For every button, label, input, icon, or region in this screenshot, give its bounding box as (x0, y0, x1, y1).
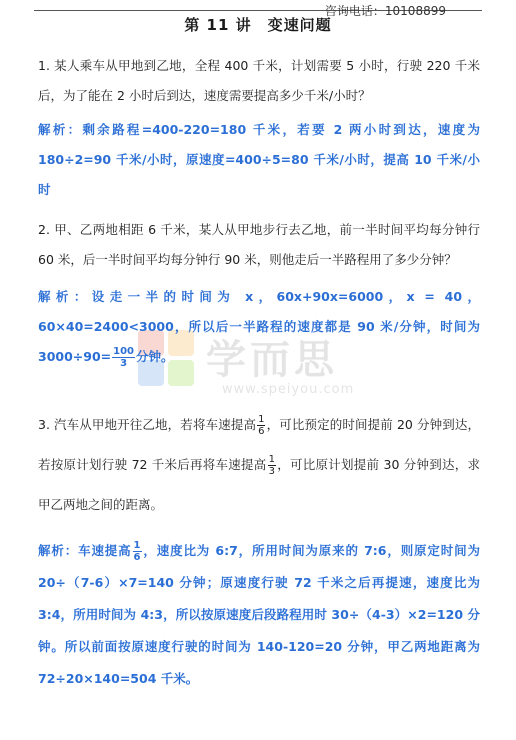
watermark-text: 学而思 (206, 337, 338, 383)
fraction-denominator: 3 (120, 358, 128, 369)
problem-2-question: 2. 甲、乙两地相距 6 千米，某人从甲地步行去乙地，前一半时间平均每分钟行 60 米，后一半时间平均每分钟行 90 米，则他走后一半路程用了多少分钟？ (38, 222, 480, 267)
fraction-numerator: 1 (268, 454, 275, 465)
fraction-one-sixth (257, 414, 265, 437)
fraction-denominator: 6 (258, 426, 265, 437)
problem-2-answer (38, 282, 480, 372)
fraction-one-third (268, 454, 276, 477)
fraction-numerator: 1 (258, 414, 265, 425)
fraction-numerator: 100 (113, 346, 135, 357)
fraction-numerator: 1 (133, 540, 141, 551)
problem-1-question: 1. 某人乘车从甲地到乙地，全程 400 千米，计划需要 5 小时，行驶 220 千米后，为了能在 2 小时后到达，速度需要提高多少千米/小时？ (38, 58, 480, 103)
problem-3-question-part-b: ，可比预定的时间提前 20 分钟到达，若按原计划行驶 72 千米后再将车速提高 (38, 417, 481, 472)
page-title: 第 11 讲 变速问题 (184, 16, 332, 34)
fraction-100-3 (112, 346, 135, 369)
fraction-one-sixth-answer (133, 540, 142, 563)
problem-2-answer-tail: 分钟。 (136, 349, 174, 364)
fraction-denominator: 6 (133, 552, 141, 563)
header-contact-text: 咨询电话：10108899 (324, 4, 446, 18)
problem-3-answer-part-a: 解析：车速提高 (38, 543, 132, 558)
fraction-denominator: 3 (268, 466, 275, 477)
problem-3-question-part-a: 3. 汽车从甲地开往乙地，若将车速提高 (38, 417, 257, 432)
header-rule (34, 4, 482, 18)
problem-3-question-part-c: ，可比原计划提前 30 分钟到达，求甲乙两地之间的距离。 (38, 457, 480, 512)
problem-3-question (38, 405, 480, 525)
watermark-url: www.speiyou.com (222, 382, 355, 397)
problem-3-answer-part-b: ，速度比为 6:7，所用时间为原来的 7:6，则原定时间为 20÷（7-6）×7=140 分钟；原速度行驶 72 千米之后再提速，速度比为 3:4，所用时间为 4:3，所以按原速度后段路程用时 30÷（4-3）×2=120 分钟。所以前面按原速度行驶的时间为 140-120=20 分钟，甲乙两地距离为 72÷20×140=504 千米。 (38, 543, 480, 686)
problem-2-answer-text: 解析：设走一半的时间为 x，60x+90x=6000，x = 40，60×40=2400<3000，所以后一半路程的速度都是 90 米/分钟，时间为 3000÷90= (38, 289, 480, 364)
problem-1-answer: 解析：剩余路程=400-220=180 千米，若要 2 两小时到达，速度为 180÷2=90 千米/小时，原速度=400÷5=80 千米/小时，提高 10 千米/小时 (38, 122, 480, 197)
problem-3-answer (38, 535, 480, 695)
